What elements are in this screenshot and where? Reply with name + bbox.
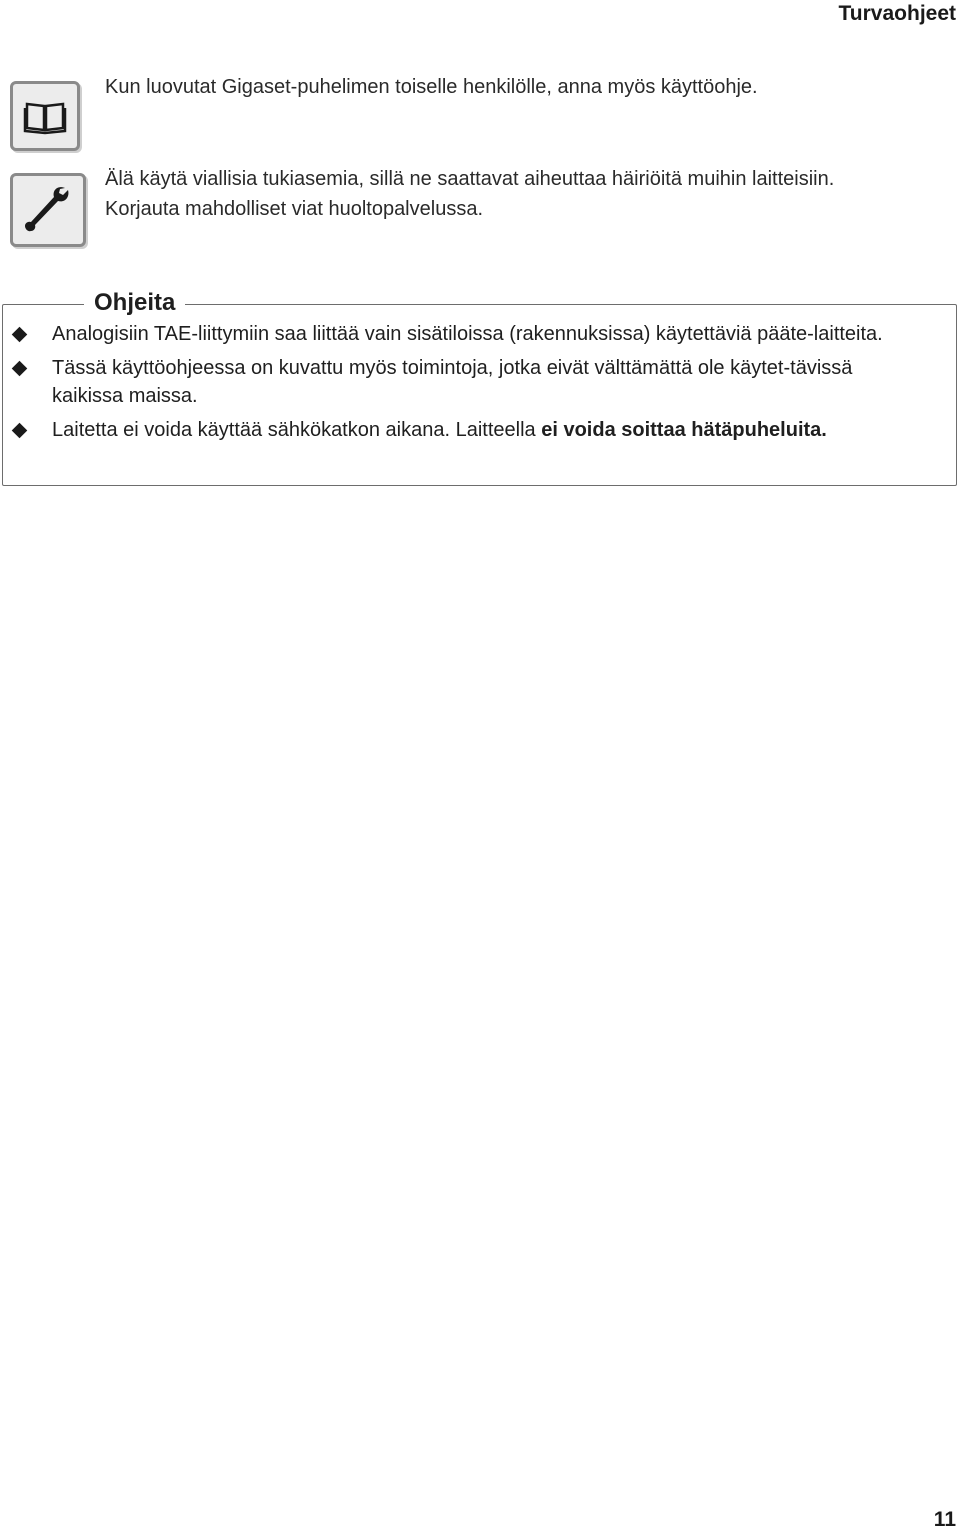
notice-defect-line-2: Korjauta mahdolliset viat huoltopalvelussa. — [105, 198, 483, 220]
wrench-icon — [10, 173, 86, 247]
notice-defect-text — [105, 164, 834, 224]
notes-title: Ohjeita — [84, 289, 185, 317]
notice-handover-text: Kun luovutat Gigaset-puhelimen toiselle henkilölle, anna myös käyttöohje. — [105, 76, 758, 98]
bullet-icon — [12, 361, 28, 377]
notes-list — [0, 320, 960, 450]
note-text-emphasis: ei voida soittaa hätäpuheluita. — [541, 419, 827, 441]
notice-defect-line-1: Älä käytä viallisia tukiasemia, sillä ne saattavat aiheuttaa häiriöitä muihin laitteisiin. — [105, 168, 835, 190]
note-text: Laitetta ei voida käyttää sähkökatkon aikana. Laitteella — [52, 419, 542, 441]
section-title: Turvaohjeet — [838, 2, 956, 25]
list-item — [0, 354, 960, 410]
bullet-icon — [12, 423, 28, 439]
note-text: Analogisiin TAE-liittymiin saa liittää vain sisätiloissa (rakennuksissa) käytettäviä pääte-laitteita. — [52, 323, 883, 345]
bullet-icon — [12, 327, 28, 343]
list-item — [0, 320, 960, 348]
list-item — [0, 416, 960, 444]
note-text: Tässä käyttöohjeessa on kuvattu myös toimintoja, jotka eivät välttämättä ole käytet-tävissä kaikissa maissa. — [52, 357, 853, 407]
book-icon — [10, 81, 80, 151]
page-number: 11 — [933, 1508, 956, 1531]
